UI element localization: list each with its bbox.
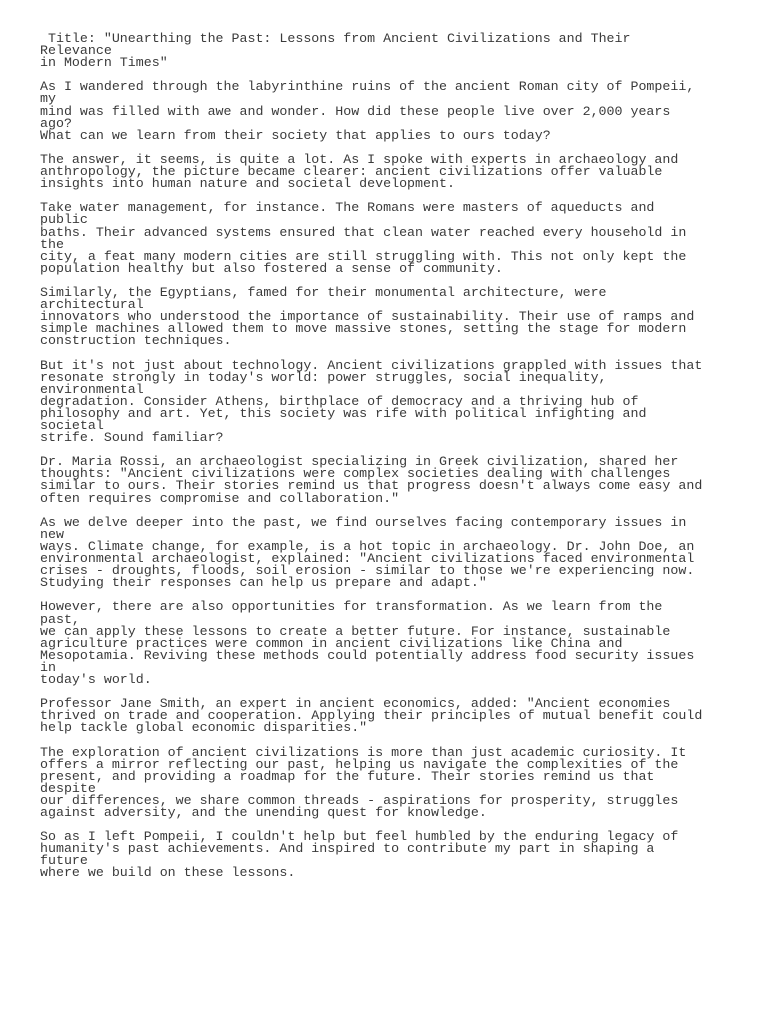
paragraph-10: The exploration of ancient civilizations is more than just academic curiosity. It offers a mirror reflecting our past, helping us navigate the complexities of the present, and providing a roadmap for the future. Their stories remind us that despite our differences, we share common threads - aspirations for prosperity, struggles against adversity, and the unending quest for knowledge.: [40, 744, 687, 820]
paragraph-6: Dr. Maria Rossi, an archaeologist specializing in Greek civilization, shared her thoughts: "Ancient civilizations were complex societies dealing with challenges similar to ours. Their stories remind us that progress doesn't always come easy and often requires compromise and collaboration.": [40, 454, 703, 506]
paragraph-5: But it's not just about technology. Ancient civilizations grappled with issues that resonate strongly in today's world: power struggles, social inequality, environmental degradation. Consider Athens, birthplace of democracy and a thriving hub of philosophy and art. Yet, this society was rife with political infighting and societal strife. Sound familiar?: [40, 357, 703, 446]
paragraph-3: Take water management, for instance. The Romans were masters of aqueducts and public baths. Their advanced systems ensured that clean water reached every household in the city, a feat many modern cities are still struggling with. This not only kept the population healthy but also fostered a sense of community.: [40, 200, 687, 276]
paragraph-1: As I wandered through the labyrinthine ruins of the ancient Roman city of Pompeii, my mind was filled with awe and wonder. How did these people live over 2,000 years ago? What can we learn from their society that applies to ours today?: [40, 79, 695, 143]
paragraph-9: Professor Jane Smith, an expert in ancient economics, added: "Ancient economies thrived on trade and cooperation. Applying their principles of mutual benefit could help tackle global economic disparities.": [40, 696, 703, 736]
paragraph-8: However, there are also opportunities for transformation. As we learn from the past, we can apply these lessons to create a better future. For instance, sustainable agriculture practices were common in ancient civilizations like China and Mesopotamia. Reviving these methods could potentially address food security issues in today's world.: [40, 599, 695, 687]
paragraph-2: The answer, it seems, is quite a lot. As I spoke with experts in archaeology and anthropology, the picture became clearer: ancient civilizations offer valuable insights into human nature and societal development.: [40, 151, 679, 192]
paragraph-4: Similarly, the Egyptians, famed for their monumental architecture, were architectural innovators who understood the importance of sustainability. Their use of ramps and simple machines allowed them to move massive stones, setting the stage for modern construction techniques.: [40, 284, 695, 349]
paragraph-11: So as I left Pompeii, I couldn't help but feel humbled by the enduring legacy of humanity's past achievements. And inspired to contribute my part in shaping a future where we build on these lessons.: [40, 829, 679, 881]
paragraph-7: As we delve deeper into the past, we find ourselves facing contemporary issues in new ways. Climate change, for example, is a hot topic in archaeology. Dr. John Doe, an environmental archaeologist, explained: "Ancient civilizations faced environmental crises - droughts, floods, soil erosion - similar to those we're experiencing now. Studying their responses can help us prepare and adapt.": [40, 514, 695, 591]
document-title: Title: "Unearthing the Past: Lessons from Ancient Civilizations and Their Relevance in Modern Times": [40, 31, 631, 71]
document-page: [40, 33, 710, 892]
